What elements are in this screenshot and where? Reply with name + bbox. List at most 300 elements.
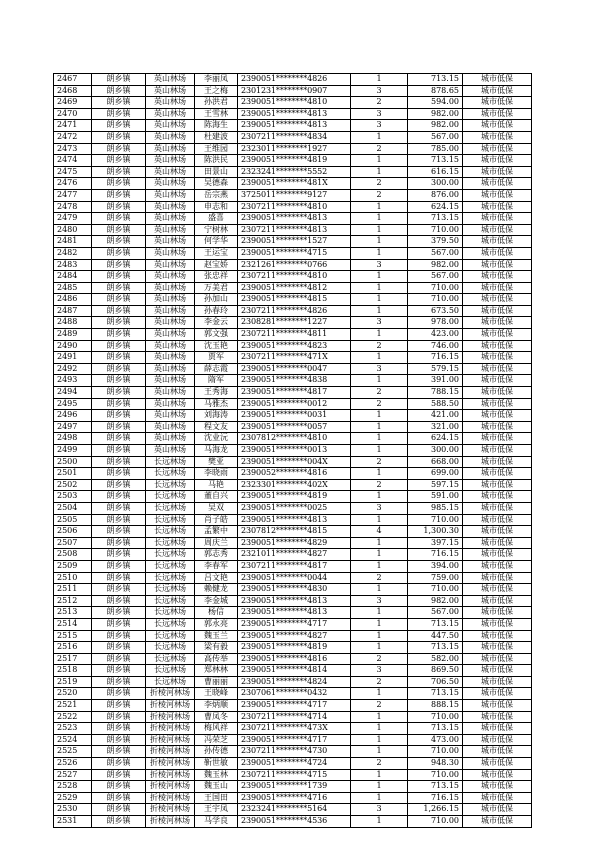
amount-cell: 447.50 (408, 630, 463, 642)
name-cell: 郭文强 (195, 329, 238, 341)
record-number-cell: 2489 (54, 329, 92, 341)
name-cell: 杨信 (195, 607, 238, 619)
record-number-cell: 2470 (54, 108, 92, 120)
record-number-cell: 2527 (54, 769, 92, 781)
assistance-type-cell: 城市低保 (463, 271, 532, 283)
name-cell: 刘海涛 (195, 410, 238, 422)
record-number-cell: 2467 (54, 74, 92, 86)
record-number-cell: 2485 (54, 282, 92, 294)
record-number-cell: 2479 (54, 213, 92, 225)
id-number-cell: 2390051********4717 (238, 618, 351, 630)
forest-farm-cell: 长远林场 (146, 514, 195, 526)
forest-farm-cell: 折棱河林场 (146, 734, 195, 746)
forest-farm-cell: 长远林场 (146, 502, 195, 514)
amount-cell: 713.15 (408, 155, 463, 167)
record-number-cell: 2480 (54, 224, 92, 236)
record-number-cell: 2501 (54, 468, 92, 480)
assistance-type-cell: 城市低保 (463, 560, 532, 572)
forest-farm-cell: 英山林场 (146, 97, 195, 109)
record-number-cell: 2516 (54, 642, 92, 654)
forest-farm-cell: 长远林场 (146, 572, 195, 584)
table-row (54, 665, 532, 677)
record-number-cell: 2502 (54, 479, 92, 491)
name-cell: 何学华 (195, 236, 238, 248)
table-row (54, 479, 532, 491)
name-cell: 郭永亮 (195, 618, 238, 630)
household-size-cell: 1 (351, 723, 408, 735)
name-cell: 孟繁中 (195, 526, 238, 538)
forest-farm-cell: 长远林场 (146, 456, 195, 468)
assistance-type-cell: 城市低保 (463, 792, 532, 804)
table-row (54, 653, 532, 665)
id-number-cell: 2390051********4819 (238, 491, 351, 503)
table-row (54, 317, 532, 329)
household-size-cell: 2 (351, 398, 408, 410)
name-cell: 沈玉艳 (195, 340, 238, 352)
id-number-cell: 2390051********0013 (238, 445, 351, 457)
household-size-cell: 1 (351, 433, 408, 445)
table-row (54, 352, 532, 364)
forest-farm-cell: 英山林场 (146, 340, 195, 352)
table-body (54, 74, 532, 828)
record-number-cell: 2490 (54, 340, 92, 352)
id-number-cell: 2307211********4715 (238, 769, 351, 781)
assistance-type-cell: 城市低保 (463, 526, 532, 538)
amount-cell: 785.00 (408, 143, 463, 155)
amount-cell: 710.00 (408, 224, 463, 236)
name-cell: 李春军 (195, 560, 238, 572)
household-size-cell: 1 (351, 155, 408, 167)
id-number-cell: 2323241********5552 (238, 166, 351, 178)
household-size-cell: 1 (351, 630, 408, 642)
assistance-type-cell: 城市低保 (463, 108, 532, 120)
township-cell: 朗乡镇 (92, 456, 146, 468)
id-number-cell: 2307211********4811 (238, 329, 351, 341)
record-number-cell: 2524 (54, 734, 92, 746)
township-cell: 朗乡镇 (92, 201, 146, 213)
id-number-cell: 2390051********0057 (238, 421, 351, 433)
amount-cell: 982.00 (408, 595, 463, 607)
table-row (54, 224, 532, 236)
record-number-cell: 2526 (54, 758, 92, 770)
record-number-cell: 2525 (54, 746, 92, 758)
household-size-cell: 3 (351, 502, 408, 514)
forest-farm-cell: 折棱河林场 (146, 758, 195, 770)
name-cell: 沈业沅 (195, 433, 238, 445)
record-number-cell: 2506 (54, 526, 92, 538)
id-number-cell: 2390052********4816 (238, 468, 351, 480)
assistance-type-cell: 城市低保 (463, 97, 532, 109)
assistance-type-cell: 城市低保 (463, 642, 532, 654)
name-cell: 曹丽丽 (195, 676, 238, 688)
household-size-cell: 1 (351, 549, 408, 561)
assistance-type-cell: 城市低保 (463, 572, 532, 584)
record-number-cell: 2486 (54, 294, 92, 306)
forest-farm-cell: 英山林场 (146, 433, 195, 445)
id-number-cell: 2307211********4730 (238, 746, 351, 758)
amount-cell: 567.00 (408, 131, 463, 143)
record-number-cell: 2487 (54, 305, 92, 317)
assistance-type-cell: 城市低保 (463, 665, 532, 677)
amount-cell: 710.00 (408, 584, 463, 596)
assistance-type-cell: 城市低保 (463, 410, 532, 422)
table-row (54, 97, 532, 109)
amount-cell: 876.00 (408, 189, 463, 201)
table-row (54, 700, 532, 712)
table-row (54, 781, 532, 793)
name-cell: 陈海生 (195, 120, 238, 132)
household-size-cell: 1 (351, 410, 408, 422)
household-size-cell: 4 (351, 526, 408, 538)
table-row (54, 282, 532, 294)
forest-farm-cell: 长远林场 (146, 653, 195, 665)
household-size-cell: 1 (351, 607, 408, 619)
forest-farm-cell: 长远林场 (146, 595, 195, 607)
forest-farm-cell: 长远林场 (146, 549, 195, 561)
record-number-cell: 2523 (54, 723, 92, 735)
record-number-cell: 2493 (54, 375, 92, 387)
amount-cell: 948.30 (408, 758, 463, 770)
record-number-cell: 2509 (54, 560, 92, 572)
amount-cell: 713.15 (408, 642, 463, 654)
assistance-type-cell: 城市低保 (463, 398, 532, 410)
record-number-cell: 2469 (54, 97, 92, 109)
id-number-cell: 2321011********4827 (238, 549, 351, 561)
township-cell: 朗乡镇 (92, 410, 146, 422)
forest-farm-cell: 折棱河林场 (146, 769, 195, 781)
township-cell: 朗乡镇 (92, 804, 146, 816)
forest-farm-cell: 英山林场 (146, 178, 195, 190)
id-number-cell: 2307211********4826 (238, 305, 351, 317)
record-number-cell: 2488 (54, 317, 92, 329)
household-size-cell: 1 (351, 537, 408, 549)
township-cell: 朗乡镇 (92, 363, 146, 375)
id-number-cell: 2323301********402X (238, 479, 351, 491)
id-number-cell: 2390051********4813 (238, 514, 351, 526)
assistance-type-cell: 城市低保 (463, 549, 532, 561)
id-number-cell: 2390051********4829 (238, 537, 351, 549)
household-size-cell: 3 (351, 259, 408, 271)
id-number-cell: 2307211********4834 (238, 131, 351, 143)
assistance-type-cell: 城市低保 (463, 201, 532, 213)
name-cell: 魏玉兰 (195, 630, 238, 642)
name-cell: 马雅杰 (195, 398, 238, 410)
id-number-cell: 2390051********4724 (238, 758, 351, 770)
household-size-cell: 1 (351, 201, 408, 213)
name-cell: 赵宝娇 (195, 259, 238, 271)
name-cell: 樊亚 (195, 456, 238, 468)
assistance-type-cell: 城市低保 (463, 305, 532, 317)
name-cell: 李炳顺 (195, 700, 238, 712)
table-row (54, 201, 532, 213)
amount-cell: 878.65 (408, 85, 463, 97)
township-cell: 朗乡镇 (92, 711, 146, 723)
table-row (54, 166, 532, 178)
township-cell: 朗乡镇 (92, 781, 146, 793)
assistance-type-cell: 城市低保 (463, 387, 532, 399)
id-number-cell: 2390051********4813 (238, 213, 351, 225)
township-cell: 朗乡镇 (92, 491, 146, 503)
amount-cell: 888.15 (408, 700, 463, 712)
amount-cell: 978.00 (408, 317, 463, 329)
township-cell: 朗乡镇 (92, 618, 146, 630)
relief-roster-table (53, 73, 532, 828)
id-number-cell: 2307211********4817 (238, 560, 351, 572)
table-row (54, 329, 532, 341)
forest-farm-cell: 折棱河林场 (146, 688, 195, 700)
household-size-cell: 2 (351, 479, 408, 491)
name-cell: 贾军 (195, 352, 238, 364)
township-cell: 朗乡镇 (92, 224, 146, 236)
record-number-cell: 2520 (54, 688, 92, 700)
table-row (54, 305, 532, 317)
id-number-cell: 2323011********1927 (238, 143, 351, 155)
assistance-type-cell: 城市低保 (463, 653, 532, 665)
household-size-cell: 2 (351, 189, 408, 201)
table-row (54, 236, 532, 248)
household-size-cell: 3 (351, 595, 408, 607)
township-cell: 朗乡镇 (92, 688, 146, 700)
forest-farm-cell: 英山林场 (146, 352, 195, 364)
household-size-cell: 1 (351, 329, 408, 341)
assistance-type-cell: 城市低保 (463, 491, 532, 503)
forest-farm-cell: 折棱河林场 (146, 816, 195, 828)
household-size-cell: 2 (351, 143, 408, 155)
table-row (54, 433, 532, 445)
table-row (54, 491, 532, 503)
assistance-type-cell: 城市低保 (463, 630, 532, 642)
table-row (54, 723, 532, 735)
table-row (54, 294, 532, 306)
table-row (54, 630, 532, 642)
name-cell: 张忠祥 (195, 271, 238, 283)
household-size-cell: 1 (351, 213, 408, 225)
township-cell: 朗乡镇 (92, 108, 146, 120)
id-number-cell: 2390051********4838 (238, 375, 351, 387)
id-number-cell: 2390051********4819 (238, 642, 351, 654)
household-size-cell: 3 (351, 363, 408, 375)
forest-farm-cell: 英山林场 (146, 410, 195, 422)
forest-farm-cell: 英山林场 (146, 189, 195, 201)
amount-cell: 421.00 (408, 410, 463, 422)
id-number-cell: 2390051********0012 (238, 398, 351, 410)
record-number-cell: 2481 (54, 236, 92, 248)
forest-farm-cell: 长远林场 (146, 537, 195, 549)
record-number-cell: 2483 (54, 259, 92, 271)
name-cell: 王国田 (195, 792, 238, 804)
household-size-cell: 3 (351, 120, 408, 132)
assistance-type-cell: 城市低保 (463, 676, 532, 688)
township-cell: 朗乡镇 (92, 120, 146, 132)
id-number-cell: 2307211********471X (238, 352, 351, 364)
amount-cell: 710.00 (408, 514, 463, 526)
household-size-cell: 1 (351, 224, 408, 236)
forest-farm-cell: 折棱河林场 (146, 792, 195, 804)
amount-cell: 788.15 (408, 387, 463, 399)
amount-cell: 759.00 (408, 572, 463, 584)
household-size-cell: 2 (351, 456, 408, 468)
household-size-cell: 1 (351, 491, 408, 503)
forest-farm-cell: 英山林场 (146, 282, 195, 294)
township-cell: 朗乡镇 (92, 700, 146, 712)
township-cell: 朗乡镇 (92, 74, 146, 86)
amount-cell: 985.15 (408, 502, 463, 514)
record-number-cell: 2530 (54, 804, 92, 816)
forest-farm-cell: 英山林场 (146, 271, 195, 283)
amount-cell: 869.50 (408, 665, 463, 677)
forest-farm-cell: 长远林场 (146, 479, 195, 491)
assistance-type-cell: 城市低保 (463, 247, 532, 259)
id-number-cell: 2307211********4810 (238, 271, 351, 283)
forest-farm-cell: 折棱河林场 (146, 700, 195, 712)
record-number-cell: 2478 (54, 201, 92, 213)
township-cell: 朗乡镇 (92, 213, 146, 225)
township-cell: 朗乡镇 (92, 259, 146, 271)
township-cell: 朗乡镇 (92, 723, 146, 735)
forest-farm-cell: 长远林场 (146, 584, 195, 596)
record-number-cell: 2468 (54, 85, 92, 97)
household-size-cell: 1 (351, 375, 408, 387)
assistance-type-cell: 城市低保 (463, 816, 532, 828)
forest-farm-cell: 长远林场 (146, 468, 195, 480)
table-row (54, 514, 532, 526)
township-cell: 朗乡镇 (92, 85, 146, 97)
record-number-cell: 2528 (54, 781, 92, 793)
name-cell: 马海龙 (195, 445, 238, 457)
household-size-cell: 3 (351, 665, 408, 677)
forest-farm-cell: 英山林场 (146, 375, 195, 387)
table-row (54, 549, 532, 561)
township-cell: 朗乡镇 (92, 340, 146, 352)
record-number-cell: 2494 (54, 387, 92, 399)
township-cell: 朗乡镇 (92, 537, 146, 549)
amount-cell: 397.15 (408, 537, 463, 549)
forest-farm-cell: 英山林场 (146, 305, 195, 317)
amount-cell: 982.00 (408, 120, 463, 132)
name-cell: 吴双 (195, 502, 238, 514)
name-cell: 孙加山 (195, 294, 238, 306)
table-row (54, 271, 532, 283)
id-number-cell: 2390051********4830 (238, 584, 351, 596)
forest-farm-cell: 英山林场 (146, 317, 195, 329)
name-cell: 程文友 (195, 421, 238, 433)
forest-farm-cell: 英山林场 (146, 259, 195, 271)
name-cell: 万美君 (195, 282, 238, 294)
amount-cell: 582.00 (408, 653, 463, 665)
record-number-cell: 2510 (54, 572, 92, 584)
name-cell: 李丽凤 (195, 74, 238, 86)
forest-farm-cell: 长远林场 (146, 560, 195, 572)
household-size-cell: 1 (351, 271, 408, 283)
table-row (54, 711, 532, 723)
household-size-cell: 1 (351, 247, 408, 259)
household-size-cell: 1 (351, 711, 408, 723)
name-cell: 马艳 (195, 479, 238, 491)
amount-cell: 713.15 (408, 618, 463, 630)
id-number-cell: 2390051********4815 (238, 294, 351, 306)
name-cell: 李金城 (195, 595, 238, 607)
household-size-cell: 3 (351, 108, 408, 120)
record-number-cell: 2496 (54, 410, 92, 422)
record-number-cell: 2508 (54, 549, 92, 561)
table-row (54, 804, 532, 816)
household-size-cell: 1 (351, 468, 408, 480)
assistance-type-cell: 城市低保 (463, 375, 532, 387)
household-size-cell: 2 (351, 653, 408, 665)
forest-farm-cell: 英山林场 (146, 74, 195, 86)
amount-cell: 710.00 (408, 294, 463, 306)
record-number-cell: 2518 (54, 665, 92, 677)
amount-cell: 591.00 (408, 491, 463, 503)
table-row (54, 398, 532, 410)
amount-cell: 699.00 (408, 468, 463, 480)
amount-cell: 710.00 (408, 746, 463, 758)
township-cell: 朗乡镇 (92, 734, 146, 746)
amount-cell: 713.15 (408, 213, 463, 225)
forest-farm-cell: 英山林场 (146, 201, 195, 213)
record-number-cell: 2511 (54, 584, 92, 596)
household-size-cell: 2 (351, 340, 408, 352)
township-cell: 朗乡镇 (92, 375, 146, 387)
amount-cell: 706.50 (408, 676, 463, 688)
id-number-cell: 2390051********4813 (238, 595, 351, 607)
id-number-cell: 2390051********4817 (238, 387, 351, 399)
household-size-cell: 2 (351, 758, 408, 770)
assistance-type-cell: 城市低保 (463, 329, 532, 341)
table-row (54, 526, 532, 538)
record-number-cell: 2471 (54, 120, 92, 132)
record-number-cell: 2513 (54, 607, 92, 619)
record-number-cell: 2492 (54, 363, 92, 375)
table-row (54, 537, 532, 549)
record-number-cell: 2512 (54, 595, 92, 607)
assistance-type-cell: 城市低保 (463, 514, 532, 526)
table-row (54, 259, 532, 271)
name-cell: 梅风祥 (195, 723, 238, 735)
township-cell: 朗乡镇 (92, 468, 146, 480)
township-cell: 朗乡镇 (92, 387, 146, 399)
assistance-type-cell: 城市低保 (463, 131, 532, 143)
forest-farm-cell: 折棱河林场 (146, 723, 195, 735)
table-row (54, 502, 532, 514)
table-row (54, 421, 532, 433)
household-size-cell: 1 (351, 769, 408, 781)
forest-farm-cell: 长远林场 (146, 526, 195, 538)
township-cell: 朗乡镇 (92, 584, 146, 596)
forest-farm-cell: 折棱河林场 (146, 746, 195, 758)
household-size-cell: 1 (351, 746, 408, 758)
record-number-cell: 2482 (54, 247, 92, 259)
assistance-type-cell: 城市低保 (463, 595, 532, 607)
forest-farm-cell: 长远林场 (146, 642, 195, 654)
assistance-type-cell: 城市低保 (463, 502, 532, 514)
record-number-cell: 2517 (54, 653, 92, 665)
forest-farm-cell: 长远林场 (146, 665, 195, 677)
table-row (54, 816, 532, 828)
table-row (54, 769, 532, 781)
name-cell: 曹凤冬 (195, 711, 238, 723)
forest-farm-cell: 英山林场 (146, 85, 195, 97)
id-number-cell: 2321261********0766 (238, 259, 351, 271)
id-number-cell: 2307061********0432 (238, 688, 351, 700)
name-cell: 陈洪民 (195, 155, 238, 167)
name-cell: 王运宝 (195, 247, 238, 259)
assistance-type-cell: 城市低保 (463, 700, 532, 712)
forest-farm-cell: 英山林场 (146, 166, 195, 178)
forest-farm-cell: 英山林场 (146, 329, 195, 341)
name-cell: 马学良 (195, 816, 238, 828)
id-number-cell: 2390051********4717 (238, 734, 351, 746)
